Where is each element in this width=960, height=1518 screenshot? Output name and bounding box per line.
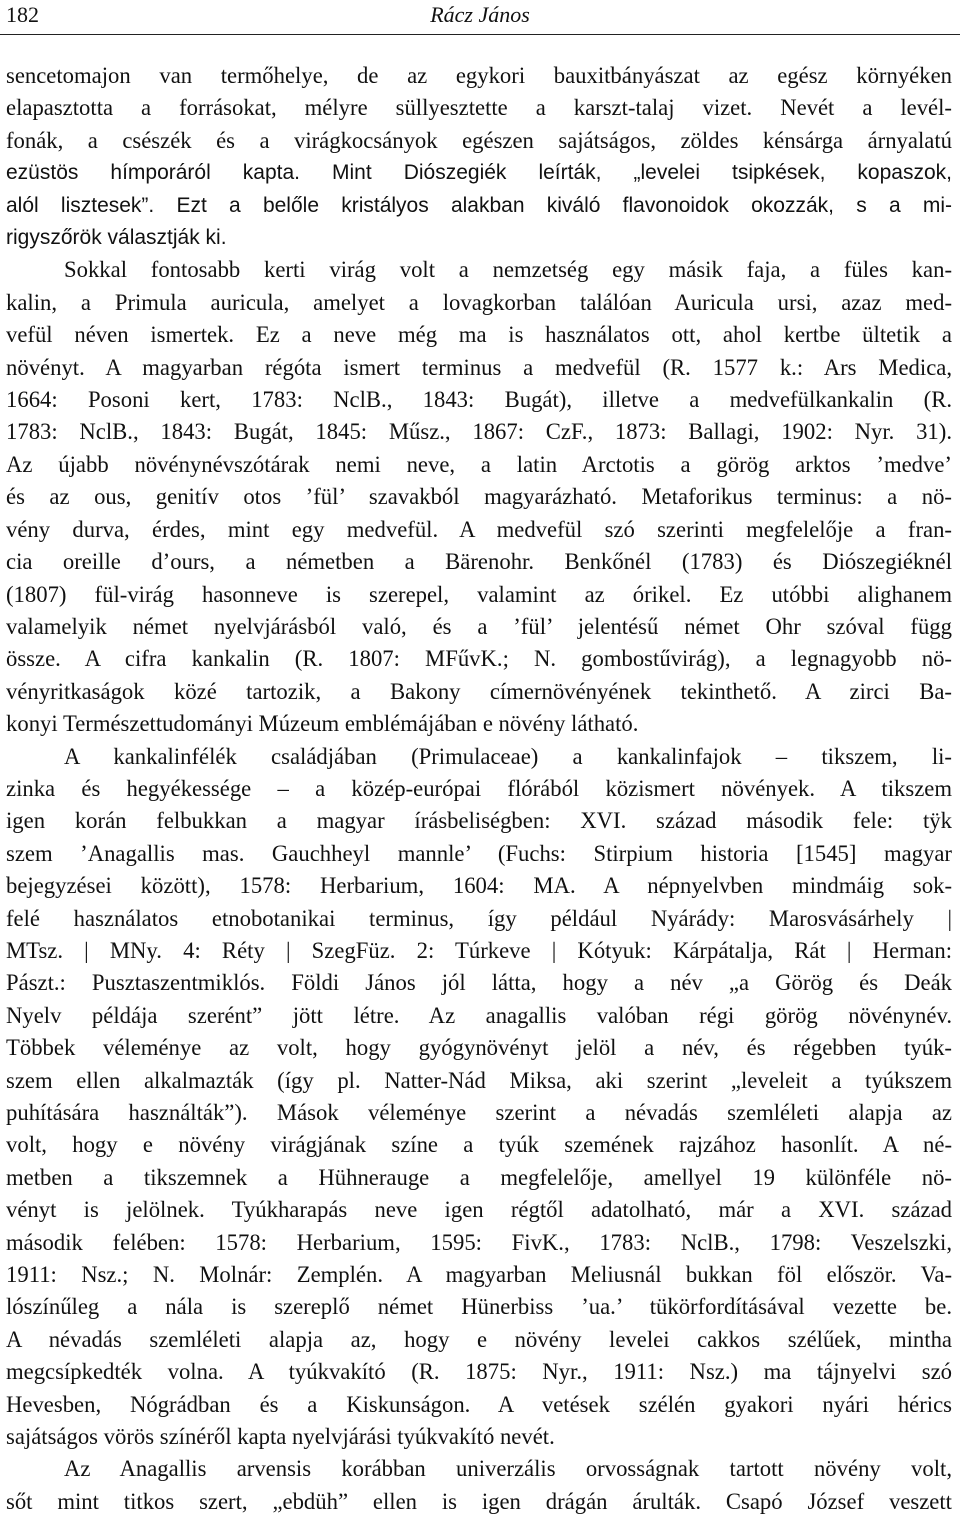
text-line: 1664: Posoni kert, 1783: NclB., 1843: Bugát), illetve a medvefülkankalin (R. [6, 387, 952, 413]
text-line: puhítására használták”). Mások véleménye szerint a névadás szemléleti alapja az [6, 1100, 952, 1125]
text-line: rigyszőrök választják ki. [6, 226, 227, 250]
text-line: fonák, a csészék és a virágkocsányok egészen sajátságos, zöldes kénsárga árnyalatú [6, 127, 952, 153]
text-line: Nyelv példája szerént” jött létre. Az anagallis valóban régi görög növénynév. [6, 1002, 952, 1028]
page-header [0, 0, 960, 36]
paragraph-4 [6, 1453, 952, 1518]
text-line: volt, hogy e növény virágjának színe a tyúk szemének rajzához hasonlít. A né- [6, 1132, 952, 1158]
text-line: kalin, a Primula auricula, amelyet a lovagkorban találóan Auricula ursi, azaz med- [6, 289, 952, 315]
text-line: A kankalinfélék családjában (Primulaceae) a kankalinfajok – tikszem, li- [64, 743, 952, 769]
text-line: sőt mint titkos szert, „ebdüh” ellen is igen drágán árulták. Csapó József veszett [6, 1488, 952, 1514]
paragraph-3 [6, 741, 952, 1454]
text-line: 1911: Nsz.; N. Molnár: Zemplén. A magyarban Meliusnál bukkan föl először. Va- [6, 1262, 952, 1288]
text-line: vényritkaságok közé tartozik, a Bakony címernövényének tekinthető. A zirci Ba- [6, 678, 952, 704]
text-line: valamelyik német nyelvjárásból való, és a ’fül’ jelentésű német Ohr szóval függ [6, 613, 952, 639]
text-line: megcsípkedték volna. A tyúkvakító (R. 1875: Nyr., 1911: Nsz.) ma tájnyelvi szó [6, 1359, 952, 1385]
text-line: konyi Természettudományi Múzeum emblémájában e növény látható. [6, 711, 639, 737]
running-head: Rácz János [430, 2, 530, 27]
text-line: vény durva, érdes, mint egy medvefül. A medvefül szó szerinti megfelelője a fran- [6, 516, 952, 542]
paragraph-2 [6, 254, 952, 740]
text-line: elapasztotta a forrásokat, mélyre süllyesztette a karszt-talaj vizet. Nevét a levél- [6, 95, 952, 121]
text-line: Sokkal fontosabb kerti virág volt a nemzetség egy másik faja, a füles kan- [64, 257, 952, 283]
text-line: Hevesben, Nógrádban és a Kiskunságon. A vetések szélén gyakori nyári hérics [6, 1391, 952, 1417]
text-line: és az ous, genitív otos ’fül’ szavakból magyarázható. Metaforikus terminus: a nö- [6, 484, 952, 510]
text-line: cia oreille d’ours, a németben a Bärenohr. Benkőnél (1783) és Diószegiéknél [6, 549, 952, 575]
text-line: ezüstös hímporáról kapta. Mint Diószegiék leírták, „levelei tsipkések, kopaszok, [6, 161, 952, 185]
text-line: növényt. A magyarban régóta ismert terminus a medvefül (R. 1577 k.: Ars Medica, [6, 354, 952, 380]
text-line: sencetomajon van termőhelye, de az egykori bauxitbányászat az egész környéken [6, 63, 952, 88]
text-line: (1807) fül-virág hasonneve is szerepel, valamint az órikel. Ez utóbbi alighanem [6, 581, 952, 607]
text-line: felé használatos etnobotanikai terminus, így például Nyárády: Marosvásárhely | [6, 905, 952, 931]
text-line: metben a tikszemnek a Hühnerauge a megfelelője, amellyel 19 különféle nö- [6, 1164, 952, 1190]
text-line: Az újabb növénynévszótárak nemi neve, a latin Arctotis a görög arktos ’medve’ [6, 451, 952, 477]
text-line: lószínűleg a nála is szereplő német Hünerbiss ’ua.’ tükörfordításával vezette be. [6, 1294, 952, 1320]
text-line: MTsz. | MNy. 4: Réty | SzegFüz. 2: Túrkeve | Kótyuk: Kárpátalja, Rát | Herman: [6, 937, 952, 963]
text-line: vényt is jelölnek. Tyúkharapás neve igen régtől adatolható, már a XVI. század [6, 1197, 952, 1223]
text-line: sajátságos vörös színéről kapta nyelvjárási tyúkvakító nevét. [6, 1424, 555, 1450]
text-line: szem ellen alkalmazták (így pl. Natter-Nád Miksa, aki szerint „leveleit a tyúkszem [6, 1067, 952, 1093]
text-line: igen korán felbukkan a magyar írásbeliségben: XVI. század második fele: tÿk [6, 808, 952, 834]
text-line: alól lisztesek”. Ezt a belőle kristályos alakban kiváló flavonoidok okozzák, s a mi- [6, 193, 952, 217]
text-line: össze. A cifra kankalin (R. 1807: MFűvK.; N. gombostűvirág), a legnagyobb nö- [6, 646, 952, 672]
text-line: Az Anagallis arvensis korábban univerzális orvosságnak tartott növény volt, [64, 1456, 952, 1482]
paragraph-1 [6, 60, 952, 254]
page-number: 182 [6, 2, 39, 27]
page-body [6, 60, 952, 1518]
text-line: 1783: NclB., 1843: Bugát, 1845: Műsz., 1867: CzF., 1873: Ballagi, 1902: Nyr. 31). [6, 419, 952, 445]
header-rule [0, 34, 960, 35]
text-line: A névadás szemléleti alapja az, hogy e növény levelei cakkos szélűek, mintha [6, 1326, 952, 1352]
text-line: zinka és hegyékessége – a közép-európai flórából közismert növények. A tikszem [6, 775, 952, 801]
text-line: Többek véleménye az volt, hogy gyógynövényt jelöl a név, és régebben tyúk- [6, 1035, 952, 1061]
text-line: Pászt.: Pusztaszentmiklós. Földi János jól látta, hogy a név „a Görög és Deák [6, 970, 952, 996]
text-line: második felében: 1578: Herbarium, 1595: FivK., 1783: NclB., 1798: Veszelszki, [6, 1229, 952, 1255]
text-line: bejegyzései között), 1578: Herbarium, 1604: MA. A népnyelvben mindmáig sok- [6, 873, 952, 899]
text-line: vefül néven ismertek. Ez a neve még ma is használatos ott, ahol kertbe ültetik a [6, 322, 952, 348]
text-line: szem ’Anagallis mas. Gauchheyl mannle’ (Fuchs: Stirpium historia [1545] magyar [6, 840, 952, 866]
